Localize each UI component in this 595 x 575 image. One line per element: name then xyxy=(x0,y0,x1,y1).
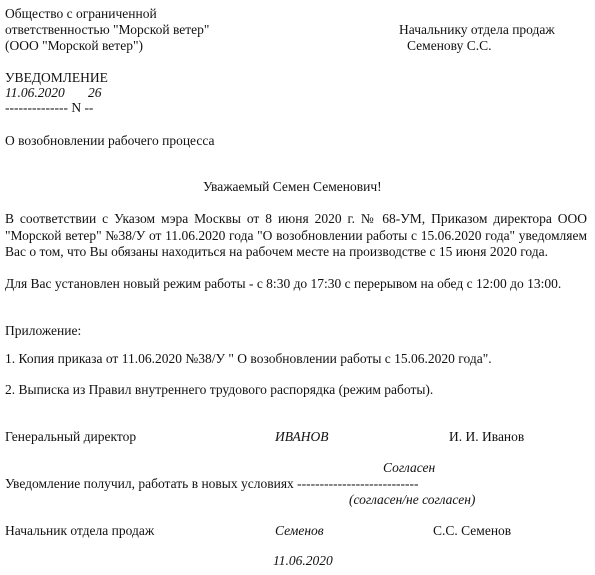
document-date: 11.06.2020 xyxy=(5,85,65,100)
body-paragraph-1: В соответствии с Указом мэра Москвы от 8 июня 2020 г. № 68-УМ, Приказом директора ООО "Морской ветер" №38/У от 11.06.2020 года "О возобновлении работы с 15.06.2020 года" уведомляем Вас о том, что Вы обязаны находиться на рабочем месте на производстве с 15 июня 2020 года. xyxy=(5,211,587,259)
body-paragraph-2: Для Вас установлен новый режим работы - с 8:30 до 17:30 с перерывом на обед с 12:00 до 13:00. xyxy=(5,276,562,291)
sender-name-line1: Общество с ограниченной xyxy=(5,6,157,21)
document-subject: О возобновлении рабочего процесса xyxy=(5,133,215,148)
sender-name-line3: (ООО "Морской ветер") xyxy=(5,38,143,53)
attachment-item-1: 1. Копия приказа от 11.06.2020 №38/У " О возобновлении работы с 15.06.2020 года". xyxy=(5,351,492,366)
attachments-heading: Приложение: xyxy=(5,323,82,338)
sales-head-signature: Семенов xyxy=(275,523,324,538)
director-signature: ИВАНОВ xyxy=(275,429,329,444)
document-number: 26 xyxy=(88,85,102,100)
attachment-item-2: 2. Выписка из Правил внутреннего трудового распорядка (режим работы). xyxy=(5,382,434,397)
document-type: УВЕДОМЛЕНИЕ xyxy=(5,70,108,85)
document-number-label: -------------- N -- xyxy=(5,100,94,115)
acknowledgment-agreed: Согласен xyxy=(383,460,436,475)
addressee-name: Семенову С.С. xyxy=(407,38,492,53)
sales-head-date: 11.06.2020 xyxy=(273,553,333,568)
sales-head-name: С.С. Семенов xyxy=(433,523,512,538)
sales-head-title: Начальник отдела продаж xyxy=(5,523,155,538)
sender-name-line2: ответственностью "Морской ветер" xyxy=(5,22,210,37)
salutation: Уважаемый Семен Семенович! xyxy=(203,179,382,194)
acknowledgment-hint: (согласен/не согласен) xyxy=(349,492,476,507)
director-name: И. И. Иванов xyxy=(449,429,525,444)
addressee-position: Начальнику отдела продаж xyxy=(399,22,555,37)
acknowledgment-text: Уведомление получил, работать в новых условиях --------------------------- xyxy=(5,476,419,491)
director-title: Генеральный директор xyxy=(5,429,137,444)
